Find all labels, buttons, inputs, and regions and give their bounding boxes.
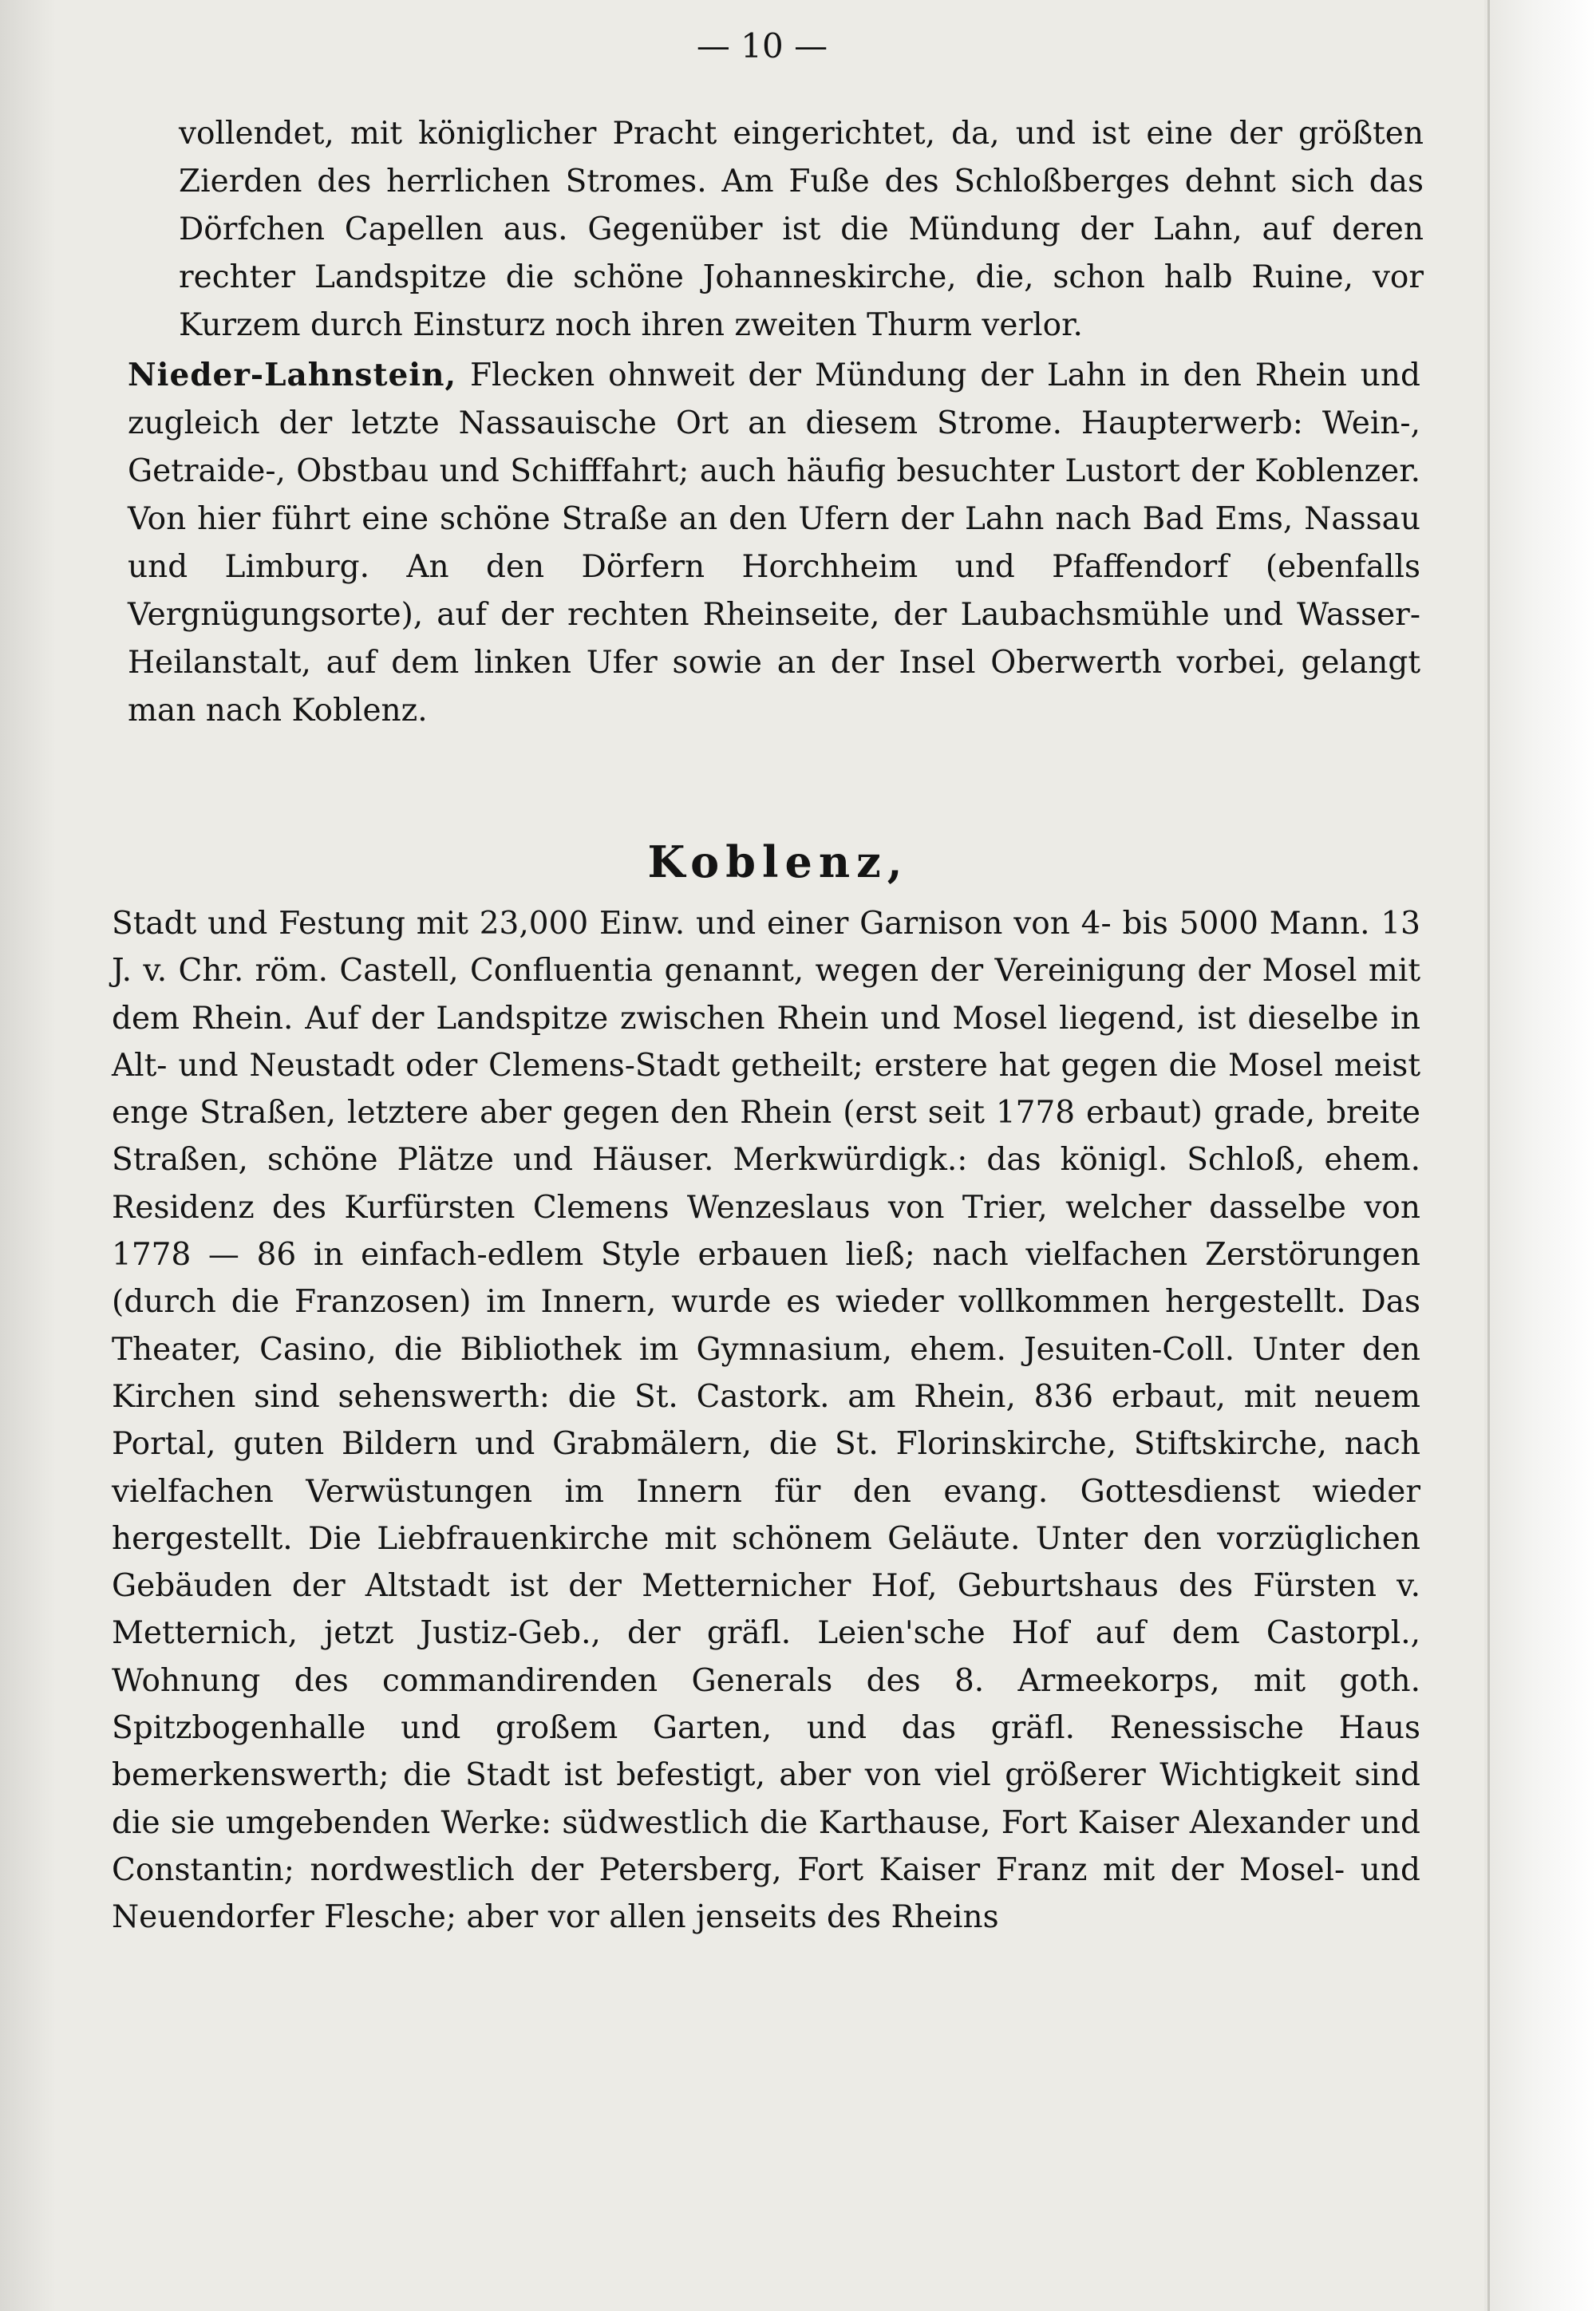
binding-gutter-shadow xyxy=(0,0,56,2311)
niederlahnstein-heading: Nieder-Lahnstein, xyxy=(128,357,457,393)
koblenz-heading: Koblenz, xyxy=(647,836,909,887)
page-edge-line xyxy=(1487,0,1490,2311)
koblenz-paragraph: Stadt und Festung mit 23,000 Einw. und einer Garnison von 4- bis 5000 Mann. 13 J. v. Chr. röm. Castell, Confluentia genannt, wegen der Vereinigung der Mosel mit dem Rhein. Auf der Landspitze zwischen Rhein und Mosel liegend, ist dieselbe in Alt- und Neustadt oder Clemens-Stadt getheilt; erstere hat gegen die Mosel meist enge Straßen, letztere aber gegen den Rhein (erst seit 1778 erbaut) grade, breite Straßen, schöne Plätze und Häuser. Merkwürdigk.: das königl. Schloß, ehem. Residenz des Kurfürsten Clemens Wenzeslaus von Trier, welcher dasselbe von 1778 — 86 in einfach-edlem Style erbauen ließ; nach vielfachen Zerstörungen (durch die Franzosen) im Innern, wurde es wieder vollkommen hergestellt. Das Theater, Casino, die Bibliothek im Gymnasium, ehem. Jesuiten-Coll. Unter den Kirchen sind sehenswerth: die St. Castork. am Rhein, 836 erbaut, mit neuem Portal, guten Bildern und Grabmälern, die St. Florinskirche, Stiftskirche, nach vielfachen Verwüstungen im Innern für den evang. Gottesdienst wieder hergestellt. Die Liebfrauenkirche mit schönem Geläute. Unter den vorzüglichen Gebäuden der Altstadt ist der Metternicher Hof, Geburtshaus des Fürsten v. Metternich, jetzt Justiz-Geb., der gräfl. Leien'sche Hof auf dem Castorpl., Wohnung des commandirenden Generals des 8. Armeekorps, mit goth. Spitzbogenhalle und großem Garten, und das gräfl. Renessische Haus bemerkenswerth; die Stadt ist befestigt, aber von viel größerer Wichtigkeit sind die sie umgebenden Werke: südwestlich die Karthause, Fort Kaiser Alexander und Constantin; nordwestlich der Petersberg, Fort Kaiser Franz mit der Mosel- und Neuendorfer Flesche; aber vor allen jenseits des Rheins xyxy=(112,906,1420,1936)
page-edge xyxy=(1484,0,1596,2311)
niederlahnstein-paragraph xyxy=(128,351,1420,735)
intro-paragraph: vollendet, mit königlicher Pracht eingerichtet, da, und ist eine der größten Zierden des herrlichen Stromes. Am Fuße des Schloßberges dehnt sich das Dörfchen Capellen aus. Gegenüber ist die Mündung der Lahn, auf deren rechter Landspitze die schöne Johanneskirche, die, schon halb Ruine, vor Kurzem durch Einsturz noch ihren zweiten Thurm verlor. xyxy=(179,116,1424,343)
niederlahnstein-text: Flecken ohnweit der Mündung der Lahn in den Rhein und zugleich der letzte Nassauische Ort an diesem Strome. Haupterwerb: Wein-, Getraide-, Obstbau und Schifffahrt; auch häufig besuchter Lustort der Koblenzer. Von hier führt eine schöne Straße an den Ufern der Lahn nach Bad Ems, Nassau und Limburg. An den Dörfern Horchheim und Pfaffendorf (ebenfalls Vergnügungsorte), auf der rechten Rheinseite, der Laubachsmühle und Wasser-Heilanstalt, auf dem linken Ufer sowie an der Insel Oberwerth vorbei, gelangt man nach Koblenz. xyxy=(128,358,1420,729)
page-number: — 10 — xyxy=(696,26,828,65)
